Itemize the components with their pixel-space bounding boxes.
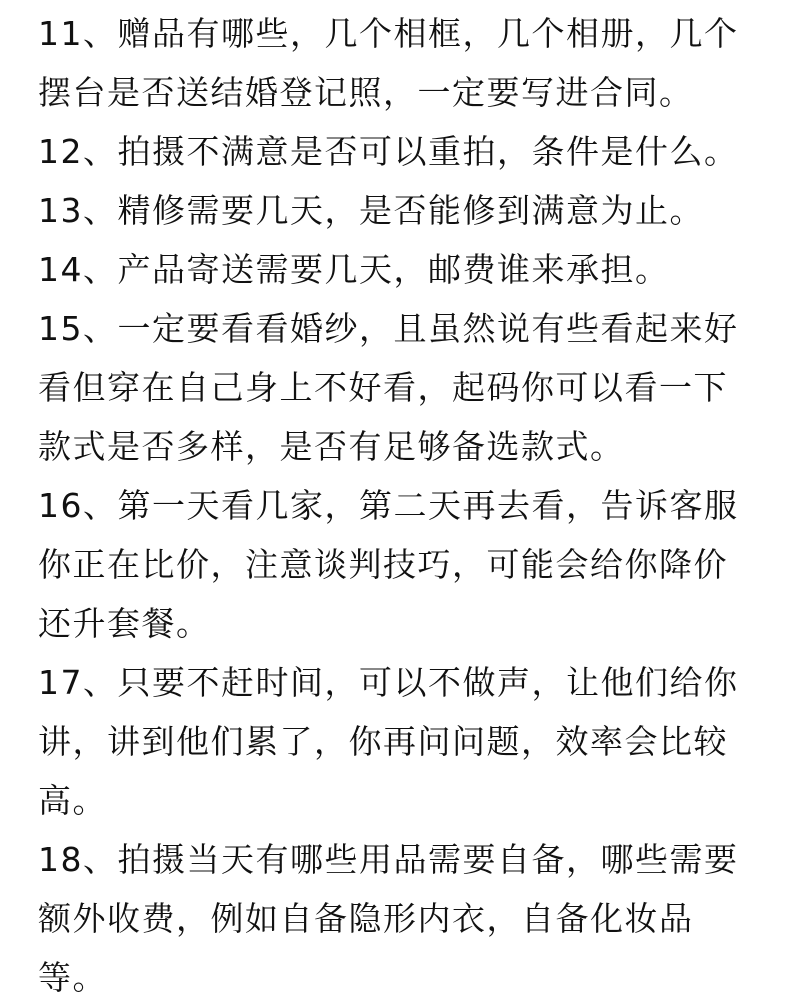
text-line: 18、拍摄当天有哪些用品需要自备，哪些需要 xyxy=(38,840,739,879)
list-item-16 xyxy=(38,476,768,653)
text-line: 17、只要不赶时间，可以不做声，让他们给你 xyxy=(38,663,739,702)
list-item-12 xyxy=(38,122,768,181)
document-body xyxy=(38,4,768,1007)
text-line: 款式是否多样，是否有足够备选款式。 xyxy=(38,427,625,466)
text-line: 12、拍摄不满意是否可以重拍，条件是什么。 xyxy=(38,132,739,171)
list-item-13 xyxy=(38,181,768,240)
text-line: 摆台是否送结婚登记照，一定要写进合同。 xyxy=(38,73,694,112)
text-line: 13、精修需要几天，是否能修到满意为止。 xyxy=(38,191,704,230)
list-item-17 xyxy=(38,653,768,830)
list-item-11 xyxy=(38,4,768,122)
text-line: 你正在比价，注意谈判技巧，可能会给你降价 xyxy=(38,545,728,584)
text-line: 看但穿在自己身上不好看，起码你可以看一下 xyxy=(38,368,728,407)
text-line: 11、赠品有哪些，几个相框，几个相册，几个 xyxy=(38,14,739,53)
text-line: 额外收费，例如自备隐形内衣，自备化妆品 xyxy=(38,899,694,938)
list-item-18 xyxy=(38,830,768,1007)
text-line: 16、第一天看几家，第二天再去看，告诉客服 xyxy=(38,486,739,525)
text-line: 15、一定要看看婚纱，且虽然说有些看起来好 xyxy=(38,309,739,348)
list-item-15 xyxy=(38,299,768,476)
text-line: 讲，讲到他们累了，你再问问题，效率会比较 xyxy=(38,722,728,761)
text-line: 高。 xyxy=(38,781,107,820)
text-line: 14、产品寄送需要几天，邮费谁来承担。 xyxy=(38,250,670,289)
list-item-14 xyxy=(38,240,768,299)
text-line: 等。 xyxy=(38,958,107,997)
text-line: 还升套餐。 xyxy=(38,604,211,643)
